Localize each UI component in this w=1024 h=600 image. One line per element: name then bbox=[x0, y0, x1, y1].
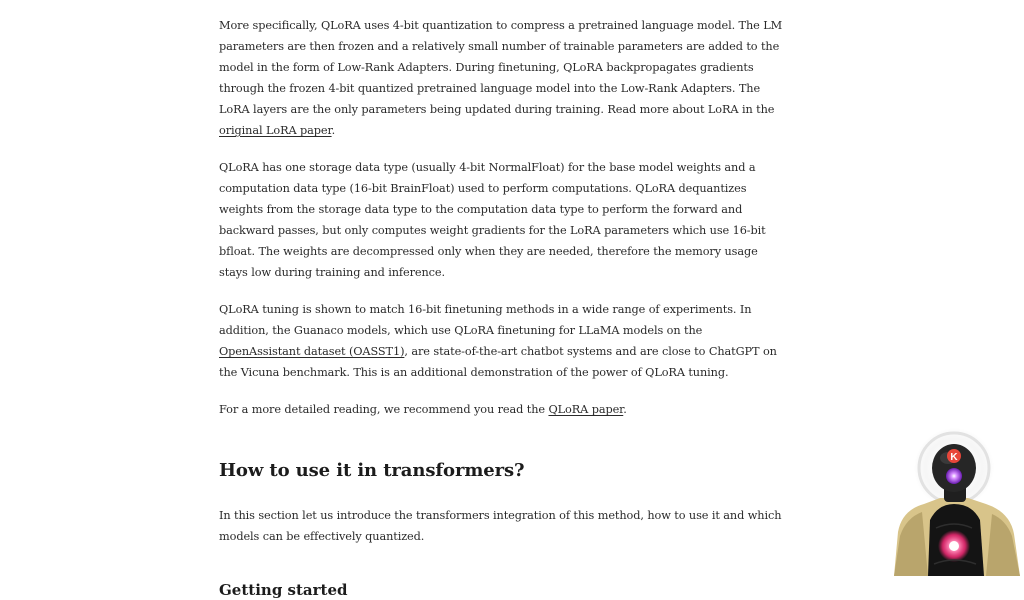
chest-light-core bbox=[949, 541, 959, 551]
subsection-heading: Getting started bbox=[219, 581, 348, 599]
paragraph-text: QLoRA tuning is shown to match 16-bit finetuning methods in a wide range of experiments. In addition, the Guanaco models, which use QLoRA finetuning for LLaMA models on the bbox=[219, 303, 752, 337]
paragraph-text: . bbox=[331, 124, 336, 137]
article-content bbox=[219, 15, 784, 600]
paragraph-further-reading bbox=[219, 399, 784, 420]
presenter-avatar bbox=[888, 424, 1024, 576]
paragraph-text: More specifically, QLoRA uses 4-bit quantization to compress a pretrained language model. The LM parameters are then frozen and a relatively small number of trainable parameters are added to the model in the form of Low-Rank Adapters. During finetuning, QLoRA backpropagates gradients through the frozen 4-bit quantized pretrained language model into the Low-Rank Adapters. The LoRA layers are the only parameters being updated during training. Read more about LoRA in the bbox=[219, 19, 783, 116]
paragraph-text: . bbox=[623, 403, 627, 416]
paragraph-text: , are state-of-the-art chatbot systems and are close to ChatGPT on the Vicuna benchmark. This is an additional demonstration of the power of QLoRA tuning. bbox=[219, 345, 777, 379]
section-intro-paragraph: In this section let us introduce the transformers integration of this method, how to use it and which models can be effectively quantized. bbox=[219, 509, 782, 543]
k-badge-letter: K bbox=[950, 452, 958, 463]
robot-avatar-icon bbox=[888, 424, 1024, 576]
qlora-paper-link[interactable]: QLoRA paper bbox=[548, 403, 624, 416]
paragraph-qlora-overview bbox=[219, 15, 784, 141]
paragraph-text: For a more detailed reading, we recommend you read the bbox=[219, 403, 549, 416]
openassistant-dataset-link[interactable]: OpenAssistant dataset (OASST1) bbox=[219, 345, 405, 358]
section-heading: How to use it in transformers? bbox=[219, 460, 525, 481]
paragraph-storage-types bbox=[219, 157, 784, 283]
original-lora-paper-link[interactable]: original LoRA paper bbox=[219, 124, 332, 137]
eye-icon bbox=[946, 468, 962, 484]
paragraph-qlora-tuning bbox=[219, 299, 784, 383]
paragraph-text: QLoRA has one storage data type (usually 4-bit NormalFloat) for the base model weights and a computation data type (16-bit BrainFloat) used to perform computations. QLoRA dequantizes weights from the storage data type to the computation data type to perform the forward and backward passes, but only computes weight gradients for the LoRA parameters which use 16-bit bfloat. The weights are decompressed only when they are needed, therefore the memory usage stays low during training and inference. bbox=[219, 161, 766, 279]
